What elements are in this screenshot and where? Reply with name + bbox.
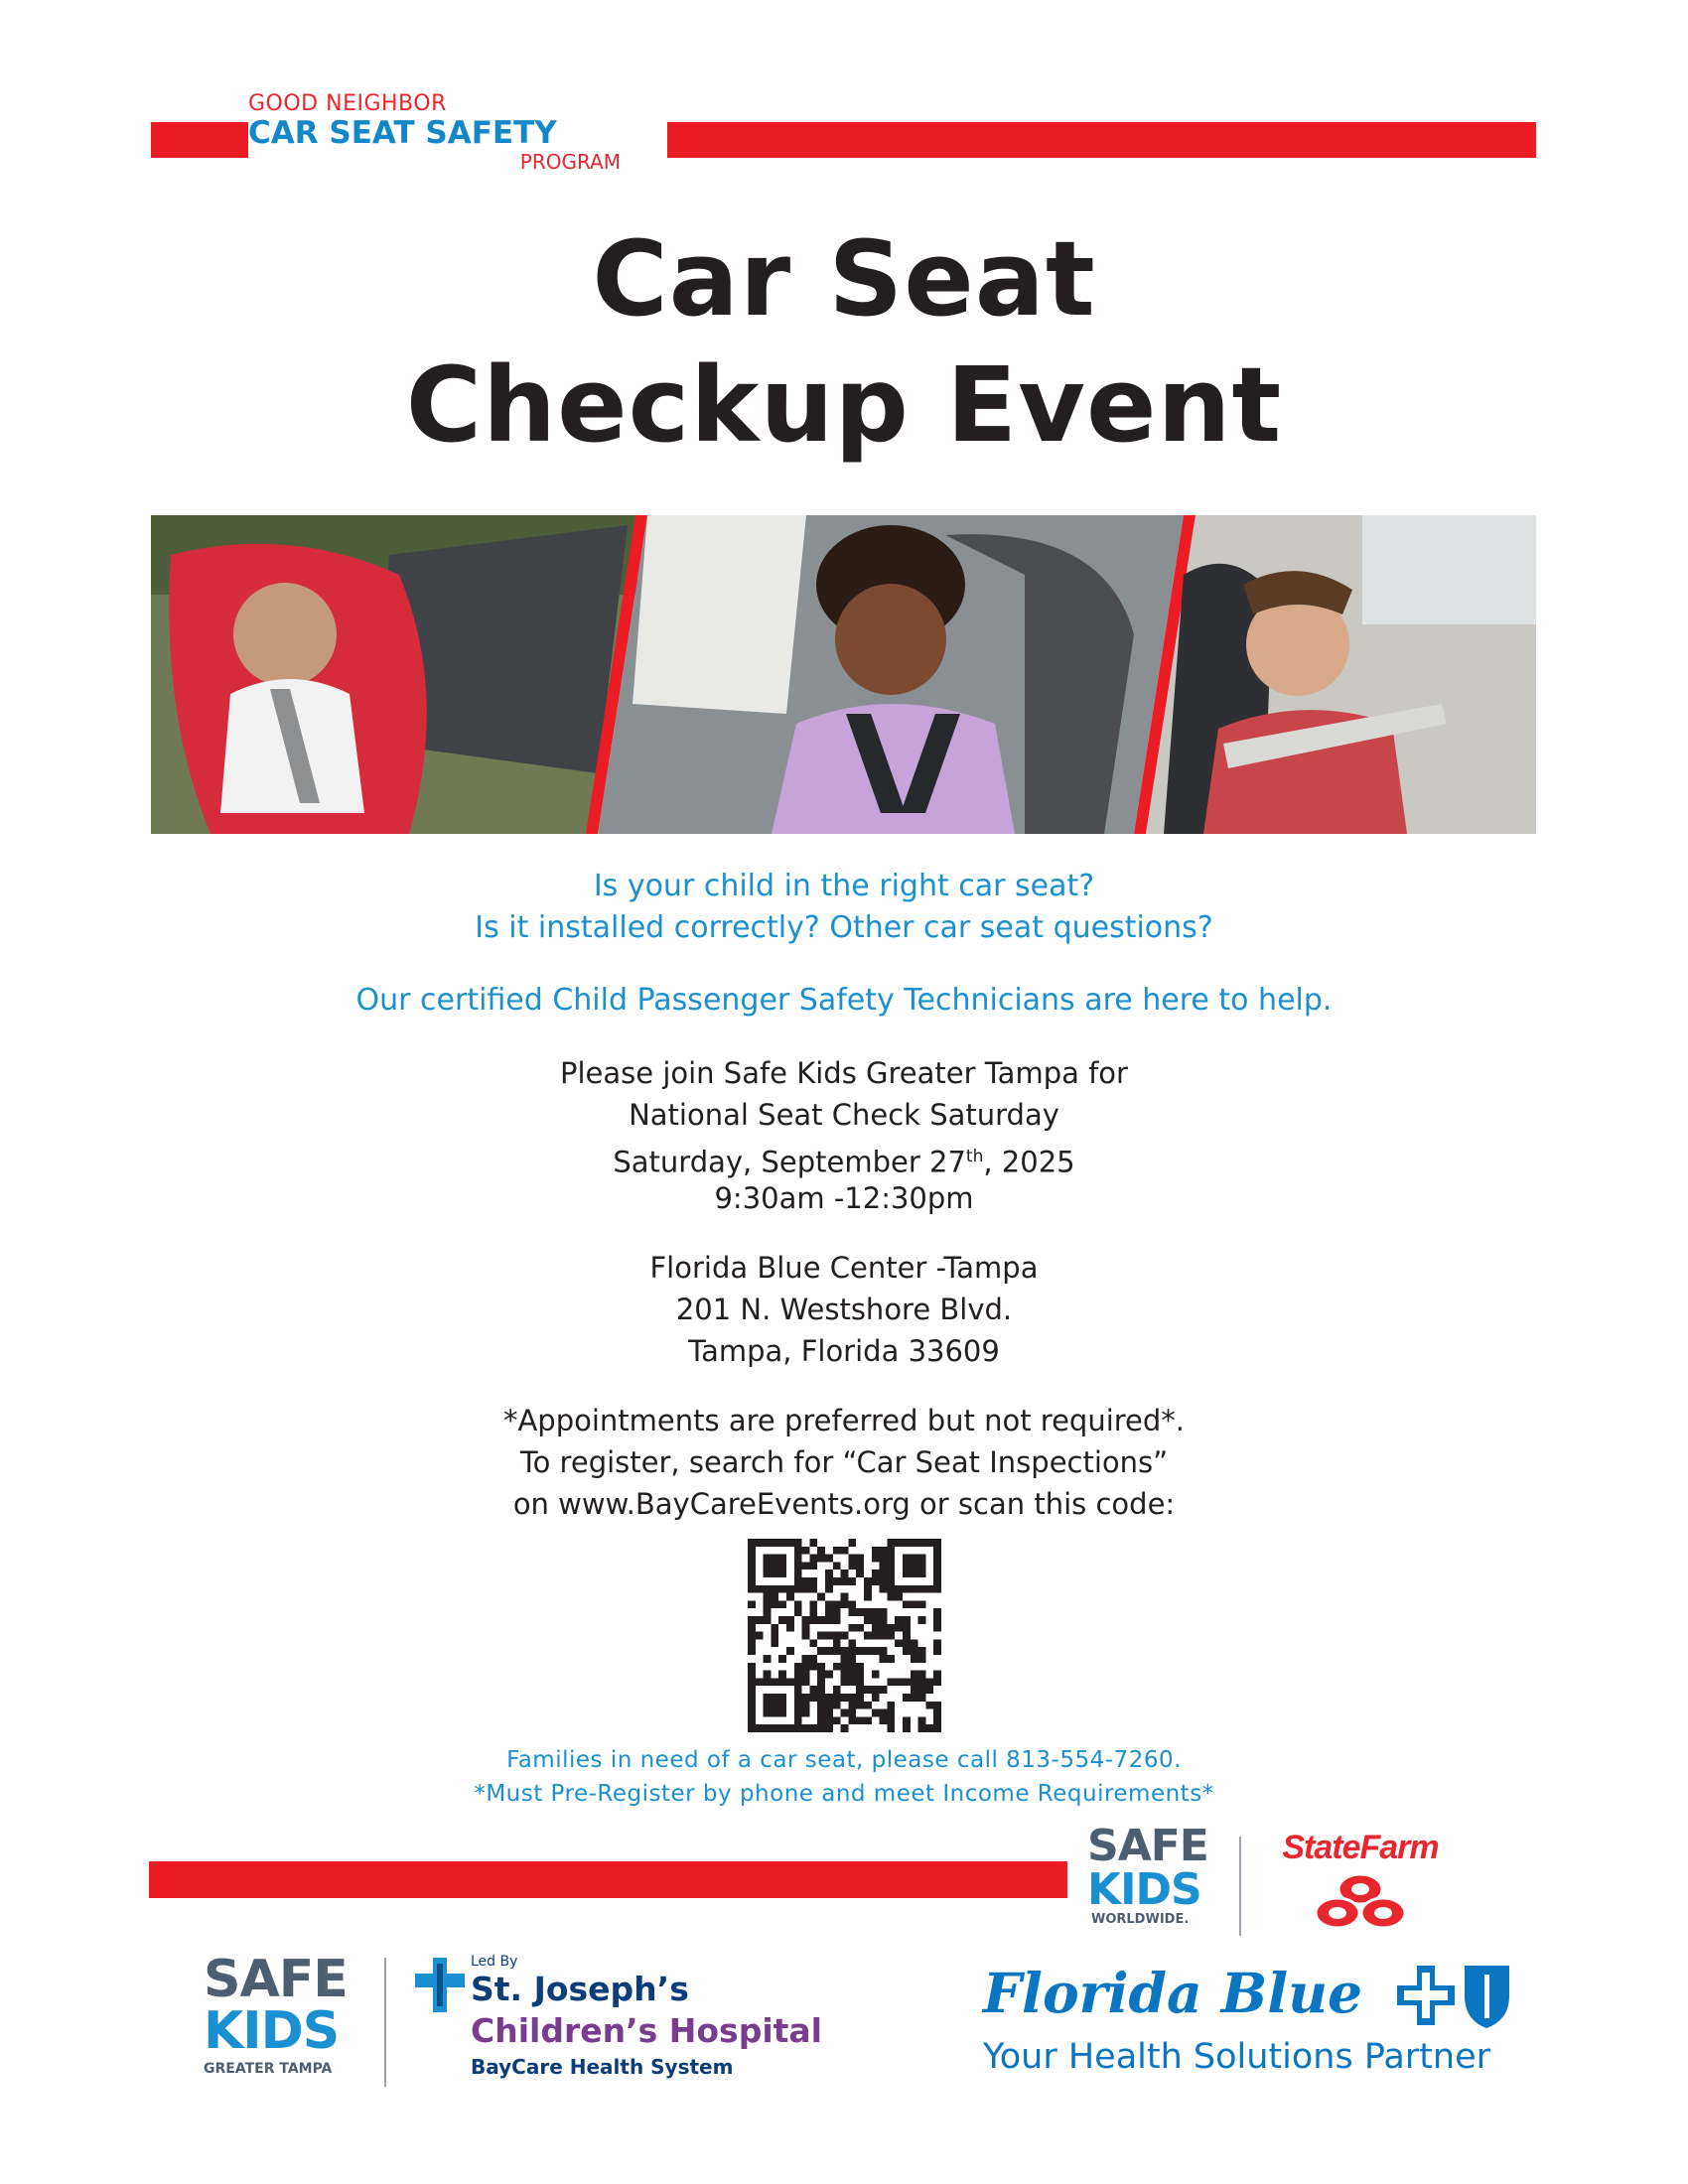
page-title-line-2: Checkup Event [405,344,1283,466]
event-name: National Seat Check Saturday [629,1098,1059,1132]
need-seat-note: Families in need of a car seat, please call 813-554-7260. [506,1747,1182,1773]
header-bar-left [151,122,248,158]
skw-kids: KIDS [1087,1864,1201,1915]
florida-blue-wordmark: Florida Blue [983,1961,1363,2025]
help-statement: Our certified Child Passenger Safety Technicians are here to help. [355,983,1333,1018]
st-josephs-led-by: Led By [471,1954,518,1970]
event-time: 9:30am -12:30pm [714,1181,974,1215]
event-date-sup: th [965,1147,984,1166]
st-josephs-baycare: BayCare Health System [471,2055,734,2079]
registration-line-1: *Appointments are preferred but not required*. [502,1404,1186,1437]
photo-girl-window [633,515,806,714]
preregister-note: *Must Pre-Register by phone and meet Income Requirements* [474,1781,1214,1807]
registration-line-3: on www.BayCareEvents.org or scan this code: [512,1487,1176,1521]
photo-girl-face [835,584,946,695]
st-josephs-cross-icon [415,1958,465,2012]
program-line-1: GOOD NEIGHBOR [248,91,447,116]
skgt-kids: KIDS [204,2001,340,2061]
florida-blue-tagline: Your Health Solutions Partner [983,2037,1491,2077]
state-farm-ovals-icon [1306,1871,1415,1931]
skgt-greater-tampa: GREATER TAMPA [204,2061,333,2077]
logo-divider-bottom [384,1958,386,2087]
st-josephs-childrens: Children’s Hospital [471,2011,822,2050]
safe-kids-worldwide-logo [1087,1821,1208,1927]
photo-boy-window [1362,515,1536,624]
event-date [0,1136,1688,1183]
page-title-line-1: Car Seat [592,218,1096,340]
photo-strip [151,515,1536,834]
question-2: Is it installed correctly? Other car seat questions? [475,910,1213,945]
event-date-prefix: Saturday, September 27 [613,1145,966,1179]
question-1: Is your child in the right car seat? [593,869,1095,903]
state-farm-wordmark: StateFarm [1282,1829,1439,1866]
location-street: 201 N. Westshore Blvd. [675,1293,1013,1326]
photo-infant-face [233,583,337,686]
skgt-safe: SAFE [204,1950,348,2009]
footer-bar [149,1861,1067,1898]
photo-girl-shirt [772,704,1015,834]
location-venue: Florida Blue Center -Tampa [649,1251,1039,1285]
skw-worldwide: WORLDWIDE. [1091,1912,1190,1927]
registration-qr-code[interactable] [748,1539,941,1732]
skw-safe: SAFE [1087,1821,1208,1871]
location-city: Tampa, Florida 33609 [688,1334,1000,1368]
state-farm-logo [1271,1829,1450,1935]
registration-line-2: To register, search for “Car Seat Inspections” [519,1445,1169,1479]
florida-blue-logo [983,1961,1539,2077]
event-date-suffix: , 2025 [983,1145,1075,1179]
photo-collage [151,515,1536,834]
program-line-2: CAR SEAT SAFETY [248,115,557,151]
program-line-3: PROGRAM [519,150,621,174]
florida-blue-cross-shield-icon [1395,1961,1514,2030]
header-bar-right [667,122,1536,158]
st-josephs-name: St. Joseph’s [471,1970,689,2008]
event-join: Please join Safe Kids Greater Tampa for [560,1056,1128,1090]
logo-divider-top [1239,1837,1241,1936]
safe-kids-greater-tampa-logo [204,1950,372,2077]
program-logo [248,91,626,174]
